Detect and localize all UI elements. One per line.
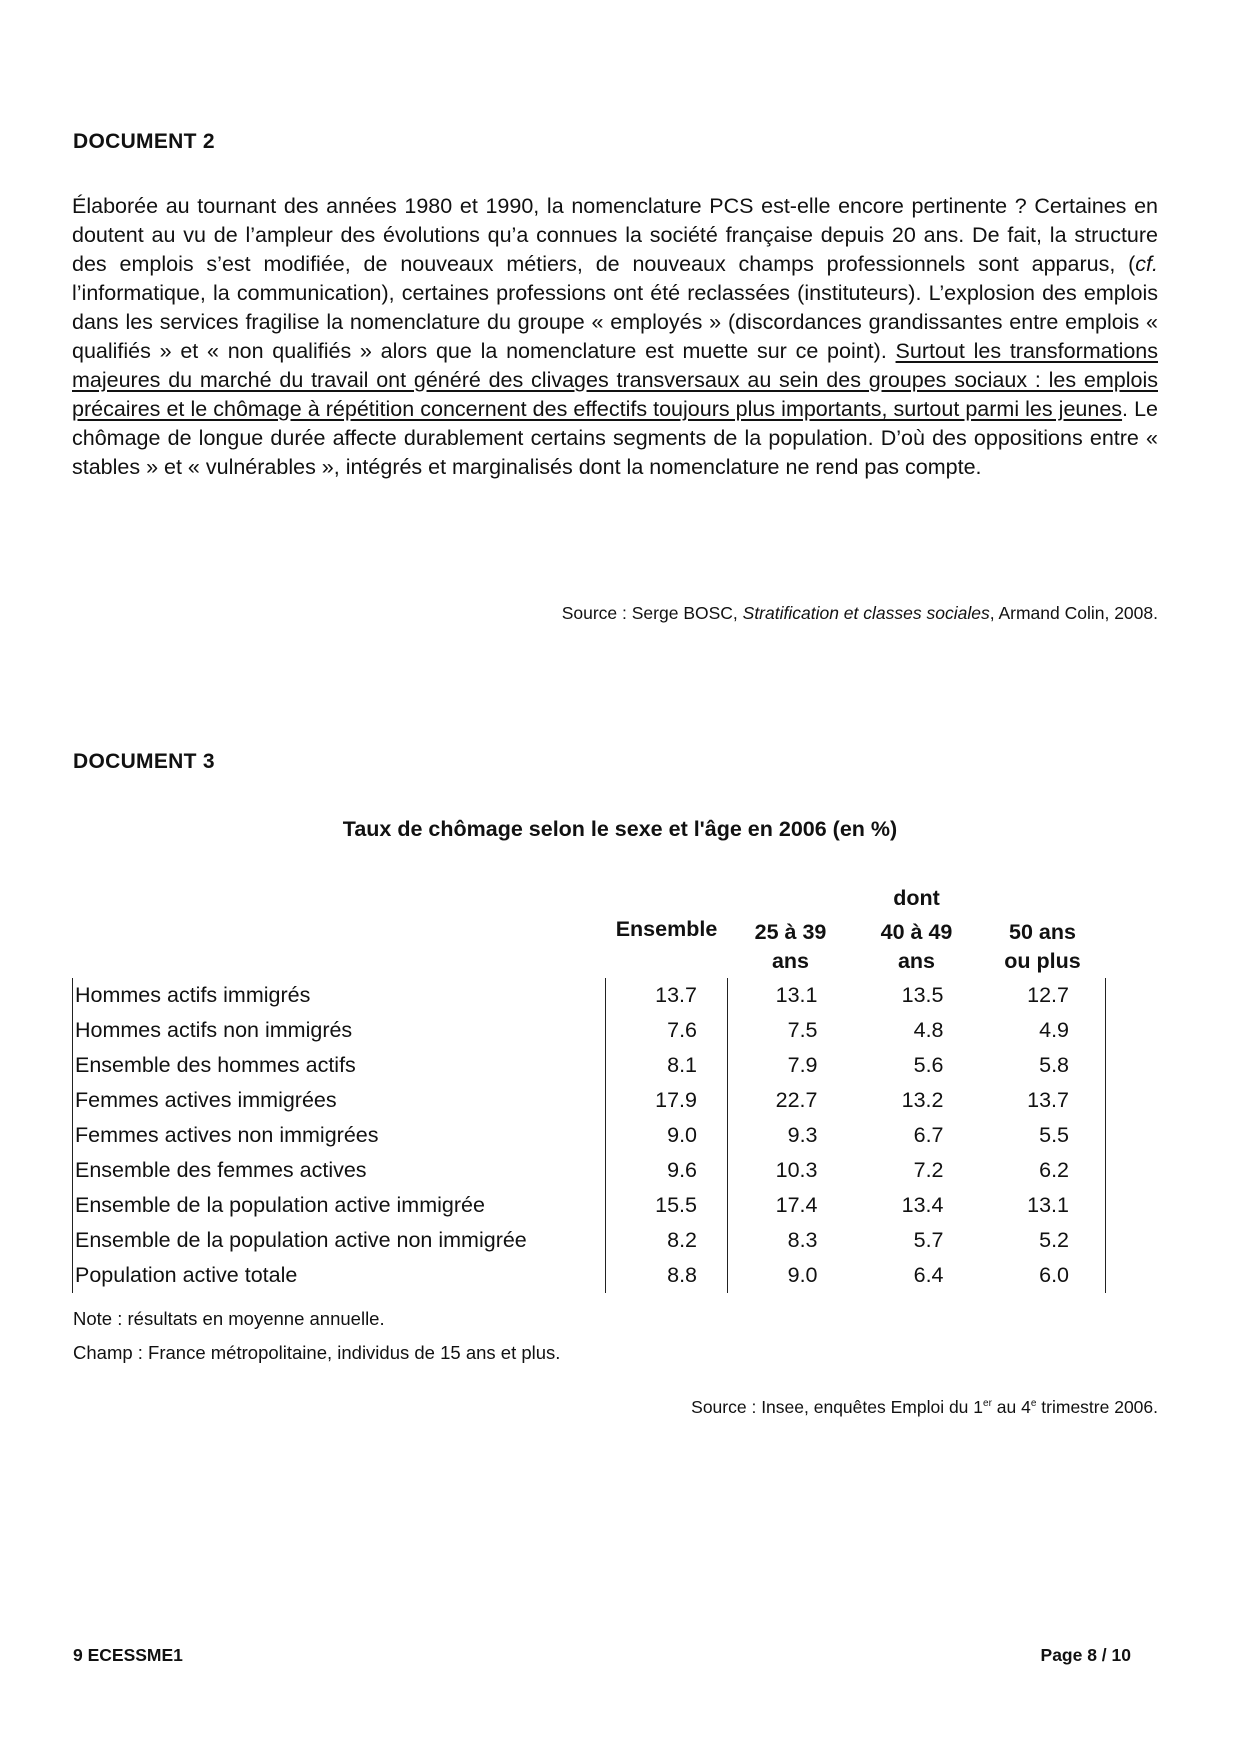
cell-40-49: 5.6 [913, 1053, 944, 1077]
cell-50-plus: 4.9 [980, 1013, 1106, 1048]
cell-50-plus: 12.7 [980, 978, 1106, 1013]
cell-40-49: 6.4 [913, 1263, 944, 1287]
row-label: Femmes actives immigrées [73, 1083, 606, 1118]
cell-40-49: 5.7 [913, 1228, 944, 1252]
header-age-50-plus: 50 ans ou plus [1004, 920, 1081, 973]
table-row [73, 1188, 1106, 1223]
cell-40-49: 13.5 [901, 983, 944, 1007]
cell-50-plus: 5.2 [980, 1223, 1106, 1258]
row-label: Ensemble de la population active immigrée [73, 1188, 606, 1223]
cell-25-39: 7.5 [787, 1018, 818, 1042]
row-label: Ensemble des hommes actifs [73, 1048, 606, 1083]
cell-ensemble: 9.0 [606, 1118, 728, 1153]
cell-25-39: 13.1 [775, 983, 818, 1007]
cell-50-plus: 13.1 [980, 1188, 1106, 1223]
source-prefix: Source : Insee, enquêtes Emploi du 1 [691, 1397, 984, 1417]
row-label: Ensemble de la population active non immigrée [73, 1223, 606, 1258]
row-label: Ensemble des femmes actives [73, 1153, 606, 1188]
cell-ensemble: 13.7 [606, 978, 728, 1013]
cell-50-plus: 5.5 [980, 1118, 1106, 1153]
document-2-paragraph [72, 192, 1158, 482]
table-row [73, 978, 1106, 1013]
cell-40-49: 7.2 [913, 1158, 944, 1182]
document-3-heading: DOCUMENT 3 [73, 750, 215, 773]
header-ensemble: Ensemble [615, 916, 718, 941]
source-book-title: Stratification et classes sociales [742, 603, 990, 623]
source-superscript-1: er [983, 1398, 992, 1410]
header-age-40-49: 40 à 49 ans [880, 920, 953, 973]
row-label: Hommes actifs non immigrés [73, 1013, 606, 1048]
footer-page-number: Page 8 / 10 [1040, 1645, 1131, 1665]
source-superscript-2: e [1030, 1398, 1037, 1410]
table-row [73, 1223, 1106, 1258]
cell-ensemble: 9.6 [606, 1153, 728, 1188]
document-2-heading: DOCUMENT 2 [73, 130, 215, 153]
header-empty-cell [73, 880, 606, 978]
cell-ensemble: 8.2 [606, 1223, 728, 1258]
cell-25-39: 9.3 [787, 1123, 818, 1147]
row-label: Femmes actives non immigrées [73, 1118, 606, 1153]
source-middle: au 4 [991, 1397, 1031, 1417]
cell-50-plus: 5.8 [980, 1048, 1106, 1083]
cell-25-39: 8.3 [787, 1228, 818, 1252]
source-suffix: , Armand Colin, 2008. [989, 603, 1158, 623]
table-note: Note : résultats en moyenne annuelle. [73, 1308, 385, 1329]
header-age-25-39: 25 à 39 ans [754, 920, 827, 973]
cell-ensemble: 17.9 [606, 1083, 728, 1118]
paragraph-text-3: . Le chômage de longue durée affecte durablement certains segments de la population. D’où des oppositions entre « stables » et « vulnérables », intégrés et marginalisés dont la nomenclature ne rend pas compte. [72, 397, 1158, 479]
cell-40-49: 13.2 [901, 1088, 944, 1112]
cell-ensemble: 15.5 [606, 1188, 728, 1223]
cell-50-plus: 13.7 [980, 1083, 1106, 1118]
cell-50-plus: 6.2 [980, 1153, 1106, 1188]
header-dont: dont [893, 885, 940, 910]
cell-40-49: 6.7 [913, 1123, 944, 1147]
cell-40-49: 4.8 [913, 1018, 944, 1042]
paragraph-cf: cf. [1135, 252, 1158, 276]
cell-25-39: 10.3 [775, 1158, 818, 1182]
cell-ensemble: 8.8 [606, 1258, 728, 1293]
document-2-source [562, 603, 1158, 624]
table-header-row [73, 880, 1106, 916]
source-suffix: trimestre 2006. [1036, 1397, 1158, 1417]
paragraph-underlined-text: Surtout les transformations majeures du marché du travail ont généré des clivages transversaux au sein des groupes sociaux : les emplois précaires et le chômage à répétition concernent des effectifs toujours plus importants, surtout parmi les jeunes [72, 339, 1159, 421]
document-3-source [691, 1397, 1158, 1418]
table-row [73, 1048, 1106, 1083]
unemployment-table [72, 880, 1106, 1293]
cell-25-39: 7.9 [787, 1053, 818, 1077]
table-row [73, 1013, 1106, 1048]
table-row [73, 1153, 1106, 1188]
paragraph-text-1: Élaborée au tournant des années 1980 et 1990, la nomenclature PCS est-elle encore pertinente ? Certaines en doutent au vu de l’ampleur des évolutions qu’a connues la société française depuis 20 ans. De fait, la structure des emplois s’est modifiée, de nouveaux métiers, de nouveaux champs professionnels sont apparus, ( [72, 194, 1158, 276]
cell-50-plus: 6.0 [980, 1258, 1106, 1293]
table-row [73, 1258, 1106, 1293]
table-champ: Champ : France métropolitaine, individus de 15 ans et plus. [73, 1342, 561, 1363]
footer-exam-code: 9 ECESSME1 [73, 1645, 183, 1665]
cell-ensemble: 8.1 [606, 1048, 728, 1083]
cell-40-49: 13.4 [901, 1193, 944, 1217]
cell-25-39: 22.7 [775, 1088, 818, 1112]
row-label: Population active totale [73, 1258, 606, 1293]
cell-25-39: 17.4 [775, 1193, 818, 1217]
row-label: Hommes actifs immigrés [73, 978, 606, 1013]
table-title: Taux de chômage selon le sexe et l'âge en 2006 (en %) [342, 817, 898, 841]
table-row [73, 1118, 1106, 1153]
cell-ensemble: 7.6 [606, 1013, 728, 1048]
source-prefix: Source : Serge BOSC, [561, 603, 743, 623]
table-row [73, 1083, 1106, 1118]
paragraph-text-2: l’informatique, la communication), certaines professions ont été reclassées (instituteurs). L’explosion des emplois dans les services fragilise la nomenclature du groupe « employés » (discordances grandissantes entre emplois « qualifiés » et « non qualifiés » alors que la nomenclature est muette sur ce point). [72, 281, 1158, 363]
cell-25-39: 9.0 [787, 1263, 818, 1287]
